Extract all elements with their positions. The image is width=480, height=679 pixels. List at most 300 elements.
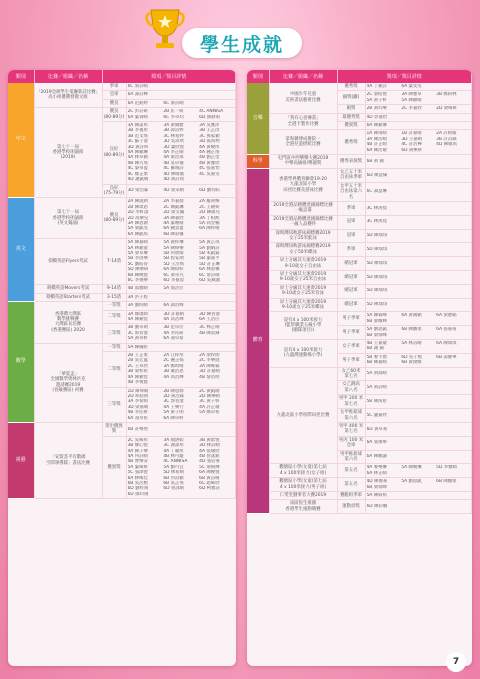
winner-name: 3D 黃詩妍: [127, 144, 149, 150]
winner-name: 3B 梁梓希: [127, 369, 148, 375]
winner-name: 1A 陳靖晴: [366, 131, 387, 137]
winner-name: 5D 許芷琳: [199, 261, 220, 267]
winner-name: 5A 黃子軒: [366, 97, 387, 103]
winner-name: 3D 梁嘉晴: [127, 404, 149, 410]
winners-list: [128, 389, 235, 421]
winners-cell: [126, 122, 236, 184]
award-level-cell: 季軍: [337, 201, 365, 215]
winner-name: 4B 陳巧瑤: [127, 160, 148, 166]
page-banner: [0, 0, 480, 70]
table-row: [247, 155, 472, 169]
winner-name: 6B 吳浩楷: [127, 481, 148, 486]
winner-name: 4D 張倍豪: [199, 459, 220, 465]
table-row: [247, 130, 472, 155]
right-panel: [247, 70, 472, 666]
award-level-cell: 優秀獎: [337, 83, 365, 91]
winners-list: [367, 123, 471, 128]
award-level-cell: 男丙 100 米 亞軍: [338, 437, 364, 449]
winner-name: 6B 梁耀輝: [366, 318, 387, 324]
winner-name: 6A 張嘉豪: [436, 327, 457, 333]
competition-cell: 第和鏈博成聚院一 全港兒童摺紙比賽: [269, 130, 337, 155]
winner-name: 6B 何詩穎: [163, 475, 184, 481]
winners-list: [367, 385, 471, 390]
winner-name: 3B 鄭鈞林: [436, 92, 457, 98]
winner-name: 5A 陳紹祺: [366, 492, 387, 498]
competition-cell: 南區恆生康播 香港學生運動競賽: [269, 500, 337, 514]
winners-list: [367, 479, 471, 490]
competition-cell: 2019全港品勝體達國錦標比賽 一級人品賽件: [269, 215, 337, 229]
winner-name: 6A 陳曉悅: [199, 470, 220, 476]
table-row: [247, 201, 472, 215]
winners-list: [367, 341, 471, 352]
competition-cell: 「華夏盃」 全國數學奧林匹克 邀請賽2019 (晉級賽區) 初賽: [34, 343, 102, 422]
winners-list: [367, 504, 471, 509]
winner-name: 4C 許浩樺: [401, 142, 422, 148]
winner-name: 4A 高浩輝: [163, 374, 184, 380]
winner-name: 2B 匡一研: [163, 109, 184, 115]
winners-list: [128, 84, 235, 89]
winners-cell: [365, 83, 472, 91]
winners-cell: [365, 270, 472, 284]
winner-name: 6A 梁寶韜: [436, 313, 457, 319]
winner-name: 6B 許樂然: [127, 426, 148, 432]
winner-name: 6B 陳曉悅: [127, 272, 148, 278]
table-row: [247, 243, 472, 257]
competition-cell: 屏士分級其大運會2019 9-10歲女子25米蝶泳: [269, 298, 337, 312]
winner-name: 2C 吳晞彤: [127, 437, 148, 443]
left-achievement-table: [8, 70, 236, 499]
table-row: [8, 422, 236, 436]
competition-cell: 屏士分級其大運會2019 9-10歲女子25米自由泳: [269, 270, 337, 284]
winner-name: 4C 鄭芷柔: [127, 171, 148, 177]
winners-cell: [365, 257, 472, 271]
winners-cell: [126, 324, 236, 343]
winner-name: 6A 陳瑞琪: [436, 341, 457, 347]
winner-name: 4C ANNISA: [199, 109, 224, 115]
award-level-cell: 男子季軍: [337, 353, 365, 367]
winner-name: 4A 張瑜欣: [199, 448, 220, 454]
winner-name: 4B 曾詠銘: [199, 453, 220, 459]
winners-list: [128, 312, 235, 323]
category-cell: 中文: [8, 83, 34, 198]
winner-name: 3C 林浚堯: [366, 205, 387, 211]
winners-list: [367, 399, 471, 404]
winner-name: 3B 范文瑤: [127, 133, 148, 139]
page-title: 學生成就: [199, 33, 284, 56]
winners-cell: [126, 83, 236, 91]
winner-name: 5A 黃溢晴: [366, 371, 387, 377]
winner-name: 3B 譚詩婷: [163, 128, 184, 134]
winners-cell: [365, 215, 472, 229]
table-row: [8, 108, 236, 122]
winner-name: 5B 程安翊: [163, 256, 184, 262]
winner-name: 5C 劉皓晉: [127, 261, 148, 267]
winner-name: 3B 黃紫悅: [199, 437, 220, 443]
winners-cell: [126, 198, 236, 239]
header-competition: 比賽／組織／名稱: [34, 70, 102, 83]
winner-name: 4A 鍾芷瑤: [199, 150, 220, 156]
winner-name: 5A 陳穎晴: [401, 97, 422, 103]
table-row: [247, 168, 472, 182]
winner-name: 3A 鄭康晴: [127, 311, 148, 317]
winner-name: 6B 陳駿榮: [401, 327, 422, 333]
winner-name: 4B 陳景鋒: [199, 330, 220, 336]
winner-name: 5A 黃詩晴: [366, 385, 387, 391]
winner-name: 2A 江梓彤: [163, 353, 184, 359]
winners-cell: [365, 478, 472, 492]
award-level-cell: 男甲 200 米 第七名: [338, 396, 364, 407]
winner-name: 3D 吳沛欣: [163, 139, 185, 145]
winner-name: 2C 王穎妍: [199, 204, 220, 210]
winner-name: 4B 黃雅欣: [199, 160, 220, 166]
winners-cell: [126, 343, 236, 351]
winner-name: 6B 黃 錦: [366, 158, 384, 164]
winner-name: 3A 洪子程: [127, 294, 148, 300]
winner-name: 6A 陳浩敏: [366, 147, 387, 153]
award-level-cell: 亞軍: [102, 91, 126, 99]
award-level-cell: 一等獎: [102, 343, 126, 351]
winners-list: [367, 413, 471, 418]
winner-name: 3B 王芷汝: [199, 128, 220, 134]
winner-name: 5A 林穎童: [127, 245, 148, 251]
winner-name: 4D 黃詩琦: [163, 177, 185, 183]
winner-name: 4B 黎浩明: [199, 374, 220, 380]
winners-cell: [365, 450, 472, 464]
competition-cell: 香港學界體育聯會19-20 九龍北區小學 田徑比賽及游泳比賽: [269, 168, 337, 201]
table-row: [8, 293, 236, 301]
winner-name: 5D 陳瑞琪: [366, 288, 388, 294]
winner-name: 4C ANNISA: [163, 459, 188, 465]
winner-name: 2D 陳敏兒: [199, 210, 220, 216]
winner-name: 6A 葉雯雯: [401, 84, 422, 89]
winner-name: 5B 麥卡德: [366, 354, 387, 360]
winner-name: 6A 林芷晴: [366, 470, 387, 476]
winner-name: 6B 梁瑞峰: [366, 484, 387, 490]
award-level-cell: 最優秀獎: [337, 113, 365, 121]
award-level-cell: 運動員獎: [337, 500, 365, 514]
winner-name: 3A 陳諾彤: [127, 123, 148, 129]
award-level-cell: 冠軍: [337, 229, 365, 243]
competition-cell: 第七十一屆 香港學校朗誦節 (英文獨誦): [34, 198, 102, 239]
winner-name: 6A 陳凱琪: [127, 231, 148, 237]
winner-name: 3C 林芷晴: [199, 325, 220, 331]
winners-list: [367, 440, 471, 445]
winner-name: 6D 陳慧倫: [366, 172, 388, 178]
winner-name: 5C 張澤悅: [127, 470, 148, 476]
table-header-row: [8, 70, 236, 83]
table-row: [247, 257, 472, 271]
winner-name: 2B 陳思源: [163, 388, 184, 394]
winner-name: 5A 劉思凱: [366, 327, 387, 333]
winner-name: 6A 譚詩樺: [127, 92, 148, 98]
winner-name: 3B 劉卓朗: [127, 325, 148, 331]
award-level-cell: 三等獎: [102, 387, 126, 422]
winners-cell: [365, 409, 472, 423]
winner-name: 5D 陳樂研: [127, 267, 149, 273]
header-competition: 比賽／組織／名稱: [269, 70, 337, 83]
table-row: [247, 340, 472, 354]
winners-list: [367, 371, 471, 376]
winner-name: 4D 林晴薇: [163, 171, 185, 177]
winners-cell: [365, 381, 472, 395]
winner-name: 3D 區海婷: [199, 139, 220, 145]
award-level-cell: 男子季軍: [337, 312, 365, 326]
award-level-cell: 女甲五十米 自由泳第六名: [337, 182, 365, 201]
award-level-cell: 總冠軍: [337, 298, 365, 312]
winner-name: 5A 劉可宜: [163, 464, 184, 470]
winner-name: 4A 陳子樂: [127, 448, 148, 454]
winner-name: 5D 陳瑞琪: [366, 260, 388, 266]
winners-list: [128, 240, 235, 283]
winners-cell: [365, 436, 472, 450]
winners-cell: [126, 352, 236, 387]
winners-list: [128, 109, 235, 120]
winner-name: 6B 黃俊維: [401, 360, 422, 366]
winner-name: 5A 林詩晴: [401, 341, 422, 347]
award-level-cell: 冠軍: [337, 215, 365, 229]
winner-name: 3B 蕭浩恩: [163, 369, 184, 375]
table-row: [247, 113, 472, 121]
winner-name: 2C 王卓欣: [127, 363, 148, 369]
award-level-cell: 7-14盾: [102, 239, 126, 285]
award-level-cell: 銀獎: [337, 105, 365, 113]
winner-name: 4A 陳穎琳: [127, 150, 148, 156]
winner-name: 6C 黃卓凡: [163, 272, 184, 278]
winner-name: 5A 黃芷琪: [199, 240, 220, 246]
award-level-cell: 優異獎: [102, 436, 126, 498]
award-level-cell: 女乙60米 第七名: [337, 367, 365, 381]
winner-name: 6C 趙晞欣: [199, 481, 220, 486]
winner-name: 5C 盧嘉欣: [366, 412, 387, 418]
winner-name: 6D 鄧均翔: [127, 491, 149, 497]
winners-list: [367, 355, 471, 366]
competition-cell: 劍橋英語Flyers考試: [34, 239, 102, 285]
winner-name: 6B 謝 錦: [366, 346, 384, 352]
winner-name: 5D 李雅晴: [436, 465, 457, 471]
winner-name: 6A 陳卓軒: [163, 415, 184, 421]
winners-list: [128, 92, 235, 97]
winner-name: 2C 梁皓悅: [366, 92, 387, 98]
winners-cell: [126, 184, 236, 198]
winner-name: 4A 葉曉晴: [163, 220, 184, 226]
table-row: [8, 83, 236, 91]
winners-cell: [126, 302, 236, 310]
winner-name: 5B 葉嘉平: [199, 256, 220, 262]
winners-cell: [365, 130, 472, 155]
award-level-cell: 9-14盾: [102, 285, 126, 293]
winner-name: 2B 王芷柔: [127, 353, 148, 359]
winner-name: 5A 葉晞妍: [127, 464, 148, 470]
award-level-cell: 三等獎: [102, 324, 126, 343]
award-level-cell: 季軍: [337, 243, 365, 257]
winner-name: 4A 李芷晴: [163, 150, 184, 156]
table-row: [8, 198, 236, 239]
winner-name: 3C 謝詠彤: [163, 443, 184, 449]
winner-name: 3C 黃子軒: [199, 399, 220, 405]
winners-cell: [365, 491, 472, 499]
winner-name: 4A 高浩輝: [163, 317, 184, 323]
winner-name: 3C 郭晉澄: [163, 399, 184, 405]
competition-cell: 設有4 x 100米接力 (監察職業五級小學 (團隊項目)): [269, 312, 337, 340]
category-cell: 視藝: [8, 422, 34, 498]
winner-name: 5A 黃卓軒: [127, 336, 148, 342]
winner-name: 3D 林詩晴: [199, 443, 220, 449]
winner-name: 6B 吳芷瑤: [163, 481, 184, 486]
winner-name: 3A 吳雅萍: [199, 123, 220, 129]
winner-name: 5D 陳瑞琪: [366, 302, 388, 308]
award-level-cell: 3-15盾: [102, 293, 126, 301]
winners-cell: [365, 340, 472, 354]
winners-cell: [365, 201, 472, 215]
winners-cell: [365, 105, 472, 113]
winner-name: 2C 陳凱琳: [163, 204, 184, 210]
winner-name: 4B 王嘉敏: [366, 341, 387, 347]
table-row: [247, 367, 472, 381]
winners-cell: [126, 422, 236, 436]
winner-name: 2C 彭詩研: [127, 109, 148, 115]
winners-cell: [365, 229, 472, 243]
winners-cell: [365, 91, 472, 105]
winners-list: [367, 131, 471, 153]
winner-name: 5A 翁浩臣: [163, 286, 184, 292]
page-title-pill: [182, 28, 302, 58]
winner-name: 6B 陳嘉晴: [366, 360, 387, 366]
winners-list: [367, 454, 471, 459]
winner-name: 6B 梁瑞峰: [366, 332, 387, 338]
page-number: 7: [446, 652, 466, 672]
winner-name: 4B 李沁妍: [127, 410, 148, 416]
winner-name: 4B 林可璇: [163, 453, 184, 459]
table-row: [247, 312, 472, 326]
winners-list: [128, 353, 235, 385]
category-cell: 科學: [247, 155, 269, 169]
winner-name: 3D 許嘉晴: [163, 311, 185, 317]
award-level-cell: 賽艇組季軍: [337, 491, 365, 499]
winner-name: 6B 陳駿榮: [436, 479, 457, 485]
trophy-icon: [145, 6, 185, 54]
competition-cell: 深圳灣知秋游泳錦標賽2019 女子50米蝶泳: [269, 243, 337, 257]
table-row: [247, 229, 472, 243]
winners-cell: [126, 285, 236, 293]
winners-list: [128, 101, 235, 106]
winner-name: 2C 黃凱晴: [199, 388, 220, 394]
competition-cell: 屏士分級其大運會2019 9-10歲女子25米背泳: [269, 284, 337, 298]
award-level-cell: 二等獎: [102, 352, 126, 387]
table-row: [247, 298, 472, 312]
winner-name: 3D 陳晉澄: [199, 311, 220, 317]
winner-name: 5A 陳瀚希: [127, 344, 148, 350]
table-row: [247, 284, 472, 298]
winners-list: [128, 295, 235, 300]
winner-name: 5B 朱凱霖: [199, 250, 220, 256]
award-level-cell: 二等獎: [102, 310, 126, 324]
winner-name: 6D 劉梓靖: [127, 486, 149, 492]
winners-list: [128, 286, 235, 291]
winners-cell: [126, 293, 236, 301]
winner-name: 4A 王樂行: [163, 404, 184, 410]
winner-name: 3C 蘇子澄: [127, 139, 148, 145]
winner-name: 3B 范卓臣: [163, 325, 184, 331]
award-level-cell: 榮出優異獎: [102, 422, 126, 436]
winner-name: 2B 黃均樂: [366, 106, 387, 112]
award-level-cell: 良好 (80-89分): [102, 122, 126, 184]
winner-name: 2B 吳宏嵐: [127, 358, 148, 364]
award-level-cell: 一等獎: [102, 302, 126, 310]
winners-cell: [365, 312, 472, 326]
category-cell: 體育: [247, 168, 269, 513]
winner-name: 1D 陳瑋晴: [127, 388, 149, 394]
winners-list: [367, 427, 471, 432]
winners-cell: [365, 182, 472, 201]
winner-name: 5A 劉晴詩: [199, 245, 220, 251]
competition-cell: 香港灣大灣區 數學挑戰賽 大灣區長培賽 (香港賽區) 2020: [34, 302, 102, 343]
award-level-cell: 女乙五十米 自由泳季軍: [337, 168, 365, 182]
winner-name: 2C 鍾芷嫣: [163, 358, 184, 364]
header-award: 獎項／獎目詳情: [102, 70, 236, 83]
winners-list: [367, 313, 471, 324]
winners-list: [367, 327, 471, 338]
winner-name: 4C 黎卓盈: [127, 166, 148, 172]
category-cell: 數學: [8, 302, 34, 423]
winner-name: 2D 陳燁晴: [199, 393, 220, 399]
winner-name: 3A 丁柏熙: [199, 215, 220, 221]
competition-cell: 「2019亞洲學生電聯新詩比賽」高小組優選發散文組: [34, 83, 102, 108]
winner-name: 6D 劉均皓: [199, 188, 220, 194]
award-level-cell: 優良: [102, 99, 126, 107]
award-level-cell: 女子季軍: [337, 340, 365, 354]
award-level-cell: 總冠軍: [337, 270, 365, 284]
winner-name: 6B 黃詩晴: [199, 475, 220, 481]
winner-name: 2D 高樂兒: [127, 215, 149, 221]
winner-name: 2A 羅尚樂: [199, 199, 220, 205]
winners-list: [367, 261, 471, 266]
winner-name: 4C 張嘉怡: [199, 166, 220, 172]
winner-name: 5B 李清樂: [127, 256, 148, 262]
winner-name: 5A 陳霖峰: [366, 313, 387, 319]
category-cell: 英文: [8, 198, 34, 302]
award-level-cell: 第五名: [337, 478, 365, 492]
award-level-cell: 季軍: [102, 83, 126, 91]
table-row: [247, 491, 472, 499]
winner-name: 5D 王浩雋: [163, 261, 185, 267]
winner-name: 4A 丁穎詩: [366, 84, 387, 89]
winner-name: 4A 麥樂琳: [366, 465, 387, 471]
winner-name: 3A 黃爾雅: [163, 123, 184, 129]
winner-name: 6A 林晞廷: [127, 475, 148, 481]
winner-name: 5D 陳瑞琪: [366, 247, 388, 253]
winner-name: 3A 李希晴: [127, 399, 148, 405]
winner-name: 4D 陳敏琪: [436, 142, 457, 148]
winner-name: 6A 凌卓希: [127, 415, 148, 421]
winners-list: [128, 123, 235, 182]
winner-name: 6D 陳彩嫻: [366, 504, 388, 510]
winner-name: 6B 陳彩馨: [163, 231, 184, 237]
winner-name: 3C 林浚堯: [366, 219, 387, 225]
winner-name: 6A 陳駿謙: [366, 454, 387, 460]
winner-name: 3A 鄭昀晴: [163, 363, 184, 369]
winner-name: 4D 彭嘉怡: [366, 114, 388, 120]
winner-name: 3B 許詩韻: [436, 136, 457, 142]
winners-cell: [365, 155, 472, 169]
winner-name: 2D 梁晞妍: [436, 106, 457, 112]
winner-name: 6A 林恩棟: [199, 267, 220, 273]
winners-cell: [365, 113, 472, 121]
winners-list: [367, 465, 471, 476]
competition-cell: 第七十一屆 香港學校朗誦節 (2019): [34, 108, 102, 198]
table-row: [247, 215, 472, 229]
winner-name: 6D 鄧靜萌: [199, 114, 220, 120]
winners-list: [367, 106, 471, 111]
